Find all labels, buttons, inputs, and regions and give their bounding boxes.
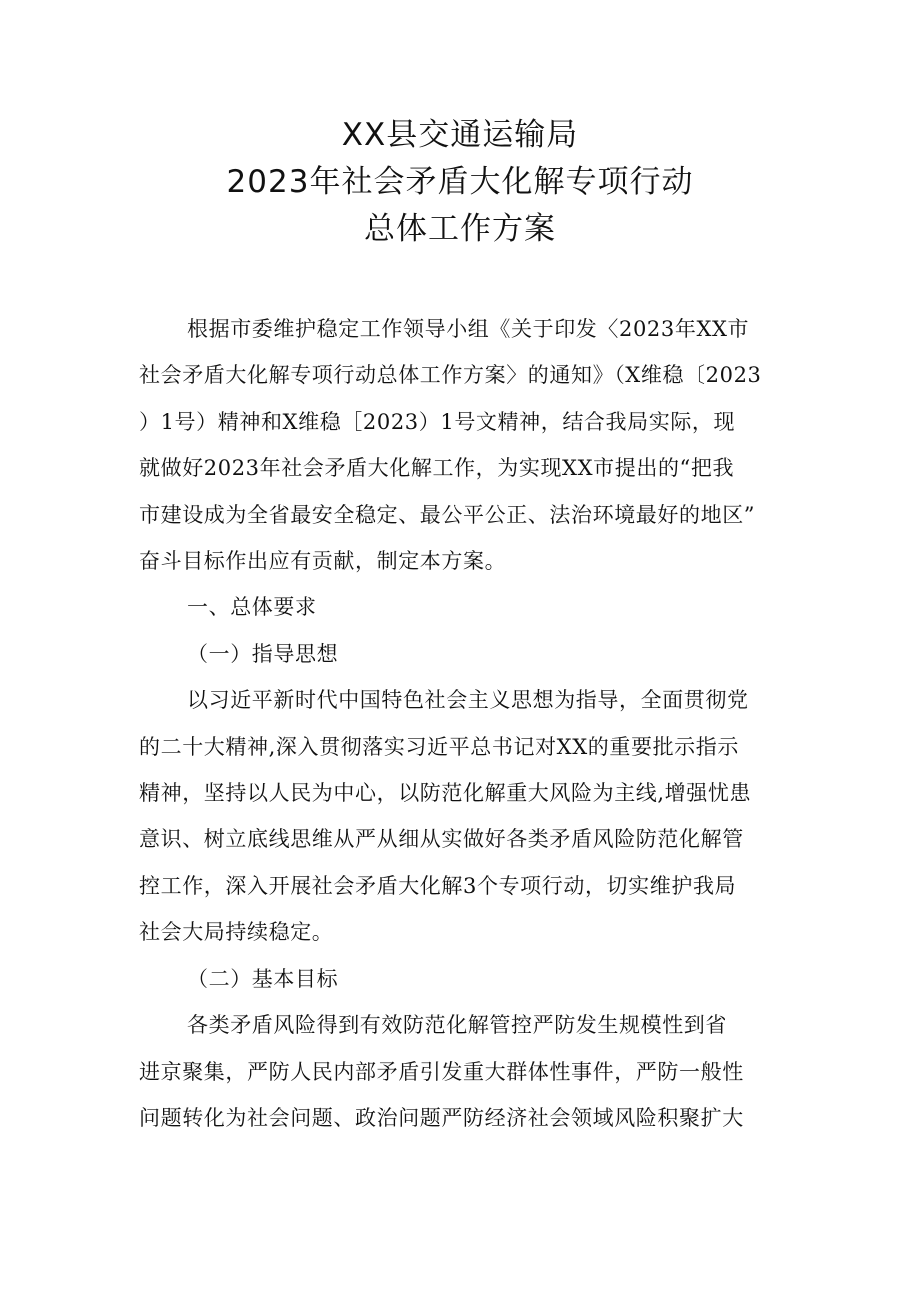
intro-line: 根据市委维护稳定工作领导小组《关于印发〈2023年XX市: [187, 317, 750, 341]
guiding-line: 意识、树立底线思维从严从细从实做好各类矛盾风险防范化解管: [139, 827, 744, 852]
guiding-line: 社会大局持续稳定。: [139, 920, 334, 945]
goals-line: 问题转化为社会问题、政治问题严防经济社会领域风险积聚扩大: [139, 1105, 744, 1130]
intro-line: ）1号）精神和X维稳［2023）1号文精神，结合我局实际，现: [139, 409, 736, 434]
title-line-1: XX县交通运输局: [341, 117, 579, 153]
title-line-2: 2023年社会矛盾大化解专项行动: [226, 164, 694, 200]
intro-line: 就做好2023年社会矛盾大化解工作，为实现XX市提出的“把我: [139, 456, 735, 481]
section-heading-overall-requirements: 一、总体要求: [187, 595, 317, 620]
intro-line: 社会矛盾大化解专项行动总体工作方案〉的通知》（X维稳〔2023: [139, 363, 762, 388]
guiding-line: 控工作，深入开展社会矛盾大化解3个专项行动，切实维护我局: [139, 873, 737, 898]
document-title: [0, 112, 920, 253]
subsection-heading-basic-goals: （二）基本目标: [187, 966, 339, 991]
guiding-line: 以习近平新时代中国特色社会主义思想为指导，全面贯彻党: [187, 688, 749, 713]
intro-line: 市建设成为全省最安全稳定、最公平公正、法治环境最好的地区”: [139, 502, 756, 527]
subsection-heading-guiding-ideology: （一）指导思想: [187, 641, 339, 666]
intro-line: 奋斗目标作出应有贡献，制定本方案。: [139, 549, 507, 574]
document-body: [139, 306, 787, 1141]
guiding-line: 的二十大精神,深入贯彻落实习近平总书记对XX的重要批示指示: [139, 734, 739, 759]
title-line-3: 总体工作方案: [364, 211, 556, 247]
guiding-line: 精神，坚持以人民为中心，以防范化解重大风险为主线,增强忧患: [139, 781, 752, 806]
goals-line: 进京聚集，严防人民内部矛盾引发重大群体性事件，严防一般性: [139, 1059, 744, 1084]
goals-line: 各类矛盾风险得到有效防范化解管控严防发生规模性到省: [187, 1013, 727, 1038]
